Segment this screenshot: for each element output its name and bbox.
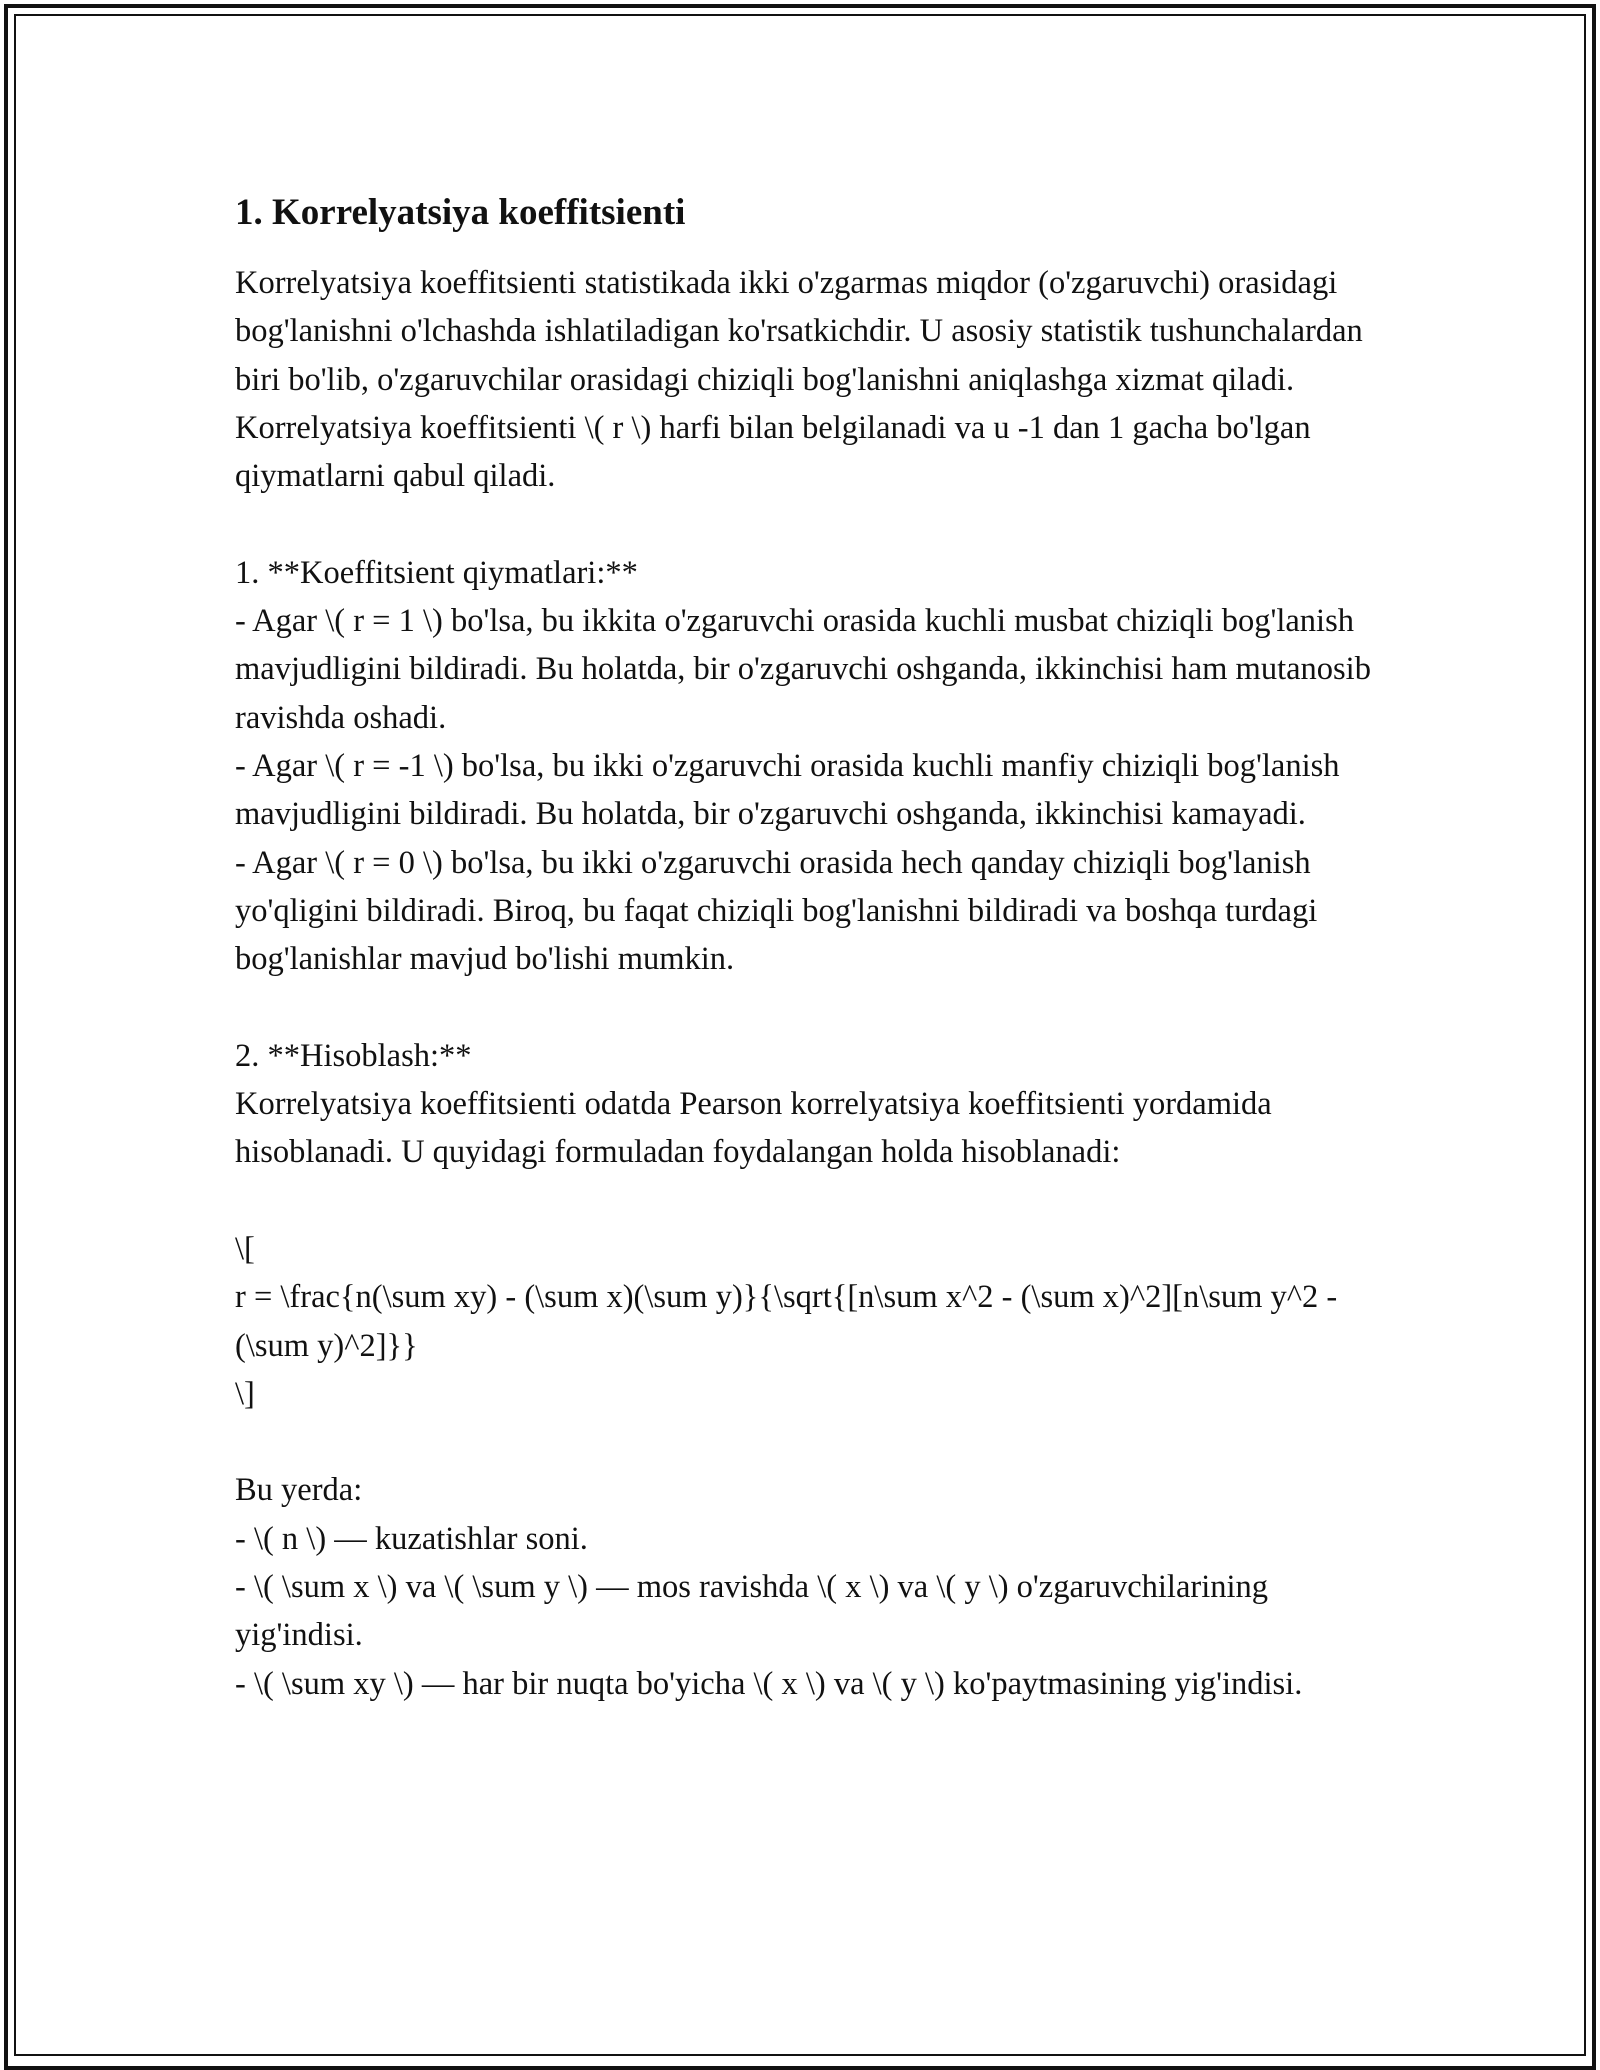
document-content bbox=[235, 185, 1385, 1708]
section-body: Korrelyatsiya koeffitsienti statistikada ikki o'zgarmas miqdor (o'zgaruvchi) orasidagi bog'lanishni o'lchashda ishlatiladigan ko'rsatkichdir. U asosiy statistik tushunchalardan biri bo'lib, o'zgaruvchilar orasidagi chiziqli bog'lanishni aniqlashga xizmat qiladi. Korrelyatsiya koeffitsienti \( r \) harfi bilan belgilanadi va u -1 dan 1 gacha bo'lgan qiymatlarni qabul qiladi. 1. **Koeffitsient qiymatlari:** - Agar \( r = 1 \) bo'lsa, bu ikkita o'zgaruvchi orasida kuchli musbat chiziqli bog'lanish mavjudligini bildiradi. Bu holatda, bir o'zgaruvchi oshganda, ikkinchisi ham mutanosib ravishda oshadi. - Agar \( r = -1 \) bo'lsa, bu ikki o'zgaruvchi orasida kuchli manfiy chiziqli bog'lanish mavjudligini bildiradi. Bu holatda, bir o'zgaruvchi oshganda, ikkinchisi kamayadi. - Agar \( r = 0 \) bo'lsa, bu ikki o'zgaruvchi orasida hech qanday chiziqli bog'lanish yo'qligini bildiradi. Biroq, bu faqat chiziqli bog'lanishni bildiradi va boshqa turdagi bog'lanishlar mavjud bo'lishi mumkin. 2. **Hisoblash:** Korrelyatsiya koeffitsienti odatda Pearson korrelyatsiya koeffitsienti yordamida hisoblanadi. U quyidagi formuladan foydalangan holda hisoblanadi: \[ r = \frac{n(\sum xy) - (\sum x)(\sum y)}{\sqrt{[n\sum x^2 - (\sum x)^2][n\sum y^2 - (\sum y)^2]}} \] Bu yerda: - \( n \) — kuzatishlar soni. - \( \sum x \) va \( \sum y \) — mos ravishda \( x \) va \( y \) o'zgaruvchilarining yig'indisi. - \( \sum xy \) — har bir nuqta bo'yicha \( x \) va \( y \) ko'paytmasining yig'indisi. bbox=[235, 265, 1371, 1702]
section-heading: 1. Korrelyatsiya koeffitsienti bbox=[235, 192, 686, 233]
